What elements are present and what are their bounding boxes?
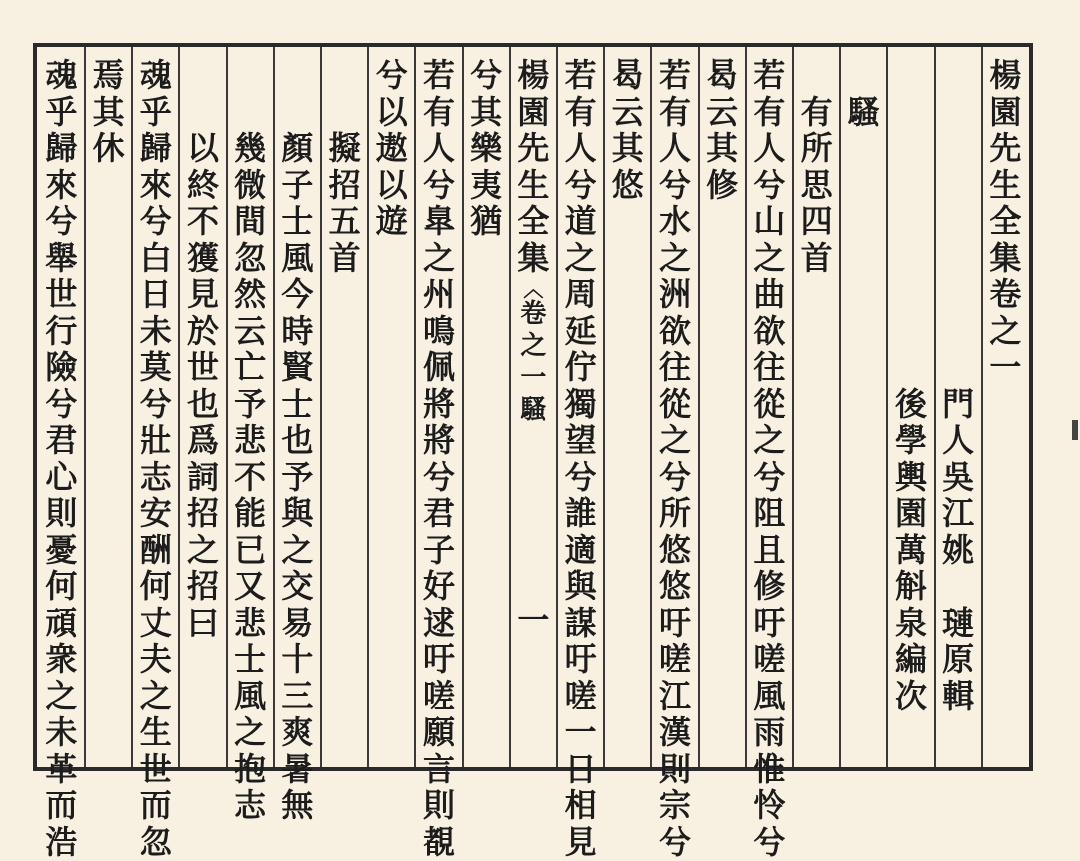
character: 萬 [894, 530, 927, 569]
character: 兮 [753, 165, 786, 204]
character: 衆 [45, 640, 78, 678]
character: 與 [281, 494, 314, 532]
character: 暑 [281, 749, 314, 788]
character: 宗 [658, 786, 691, 824]
character: 未 [45, 713, 78, 751]
character: 之 [989, 311, 1022, 350]
character: 易 [281, 603, 314, 642]
character: 之 [753, 421, 786, 459]
character: 又 [234, 567, 267, 605]
text-column [936, 386, 980, 715]
character: 三 [281, 676, 314, 715]
character: 阻 [753, 494, 786, 532]
character: 若 [564, 56, 597, 94]
character: 憂 [45, 530, 78, 569]
character: 好 [422, 567, 455, 605]
character: 山 [753, 202, 786, 240]
character: 兮 [658, 165, 691, 204]
character: 斛 [894, 567, 927, 605]
character: 兮 [45, 384, 78, 423]
character: 焉 [92, 56, 125, 94]
character: 而 [45, 786, 78, 824]
character: 從 [658, 384, 691, 423]
character: 人 [658, 129, 691, 167]
character: 後 [894, 384, 927, 423]
character: 未 [139, 311, 172, 350]
fishtail-chapter [513, 277, 553, 426]
character: 兮 [139, 202, 172, 240]
character: 惟 [753, 749, 786, 788]
text-column [842, 94, 886, 131]
character: 一 [989, 348, 1022, 386]
character: 有 [658, 92, 691, 131]
character: 何 [45, 567, 78, 605]
character: 雨 [753, 713, 786, 751]
character: 云 [706, 92, 739, 131]
text-column [181, 130, 225, 641]
character: 生 [139, 713, 172, 751]
text-column [795, 94, 839, 277]
character: 周 [564, 275, 597, 313]
character: 園 [517, 92, 550, 131]
character: 子 [422, 530, 455, 569]
character: 吁 [658, 603, 691, 642]
character: 世 [139, 749, 172, 788]
character: 來 [139, 165, 172, 204]
character: 來 [45, 165, 78, 204]
character: 以 [186, 129, 219, 167]
character: 一 [564, 713, 597, 751]
character: 舉 [45, 238, 78, 277]
character: 云 [611, 92, 644, 131]
character: 夫 [139, 640, 172, 678]
text-column [700, 57, 744, 203]
character: 予 [281, 457, 314, 496]
character: 見 [564, 822, 597, 861]
character: 兮 [753, 822, 786, 861]
character: 修 [753, 567, 786, 605]
character: 爲 [186, 421, 219, 459]
character: 士 [281, 202, 314, 240]
character: 之 [234, 713, 267, 751]
character: 悠 [658, 530, 691, 569]
character: 若 [753, 56, 786, 94]
character: 璉 [942, 603, 975, 642]
text-column [323, 130, 367, 276]
character: 兮 [375, 56, 408, 94]
character: 遊 [375, 202, 408, 240]
character: 所 [658, 494, 691, 532]
character: 革 [45, 749, 78, 788]
character: 州 [422, 275, 455, 313]
character: 日 [564, 749, 597, 788]
character: 酬 [139, 530, 172, 569]
character: 首 [800, 238, 833, 277]
character: 之 [564, 238, 597, 277]
character: 其 [706, 129, 739, 167]
character: 世 [45, 275, 78, 313]
character: 漢 [658, 713, 691, 751]
character: 嗟 [564, 676, 597, 715]
character: 吁 [753, 603, 786, 642]
character: 四 [800, 202, 833, 240]
character: 全 [989, 202, 1022, 240]
folio-number: 一 [517, 601, 550, 639]
character: 園 [894, 494, 927, 532]
character: 風 [234, 676, 267, 715]
text-column [134, 57, 178, 860]
fishtail-character: 之 [520, 331, 547, 361]
character: 而 [139, 786, 172, 824]
character: 生 [989, 165, 1022, 204]
fishtail-column [511, 57, 555, 276]
character: 賢 [281, 348, 314, 386]
character: 心 [45, 457, 78, 496]
character: 先 [517, 129, 550, 167]
character: 歸 [139, 129, 172, 167]
character: 人 [753, 129, 786, 167]
character: 悲 [234, 421, 267, 459]
character: 門 [942, 384, 975, 423]
character: 往 [753, 348, 786, 386]
character: 抱 [234, 749, 267, 788]
character: 適 [564, 530, 597, 569]
character: 佇 [564, 348, 597, 386]
character: 莫 [139, 348, 172, 386]
character: 願 [422, 713, 455, 751]
text-column [983, 57, 1027, 386]
character: 兮 [564, 165, 597, 204]
character: 臯 [422, 202, 455, 240]
character: 也 [186, 384, 219, 423]
character: 原 [942, 640, 975, 678]
character: 所 [800, 129, 833, 167]
character: 幾 [234, 129, 267, 167]
character: 之 [658, 238, 691, 277]
character: 騷 [847, 92, 880, 131]
text-column [747, 57, 791, 860]
character: 以 [375, 92, 408, 131]
character: 學 [894, 421, 927, 459]
fishtail-character: 卷 [520, 299, 547, 329]
character: 風 [753, 676, 786, 715]
character: 與 [564, 567, 597, 605]
character: 招 [328, 165, 361, 204]
character: 君 [45, 421, 78, 459]
character: 十 [281, 640, 314, 678]
character: 延 [564, 311, 597, 350]
character: 能 [234, 494, 267, 532]
character: 人 [422, 129, 455, 167]
character: 今 [281, 275, 314, 313]
character: 也 [281, 421, 314, 459]
character: 乎 [45, 92, 78, 131]
text-column [228, 130, 272, 824]
character: 有 [753, 92, 786, 131]
character: 兮 [45, 202, 78, 240]
character: 之 [658, 421, 691, 459]
character: 樂 [470, 129, 503, 167]
fishtail-character: 一 [520, 363, 547, 393]
character: 有 [800, 92, 833, 131]
character: 歸 [45, 129, 78, 167]
character: 兮 [658, 822, 691, 861]
character: 誰 [564, 494, 597, 532]
character: 編 [894, 640, 927, 678]
character: 泉 [894, 603, 927, 642]
character: 次 [894, 676, 927, 715]
character: 以 [375, 165, 408, 204]
character: 爽 [281, 713, 314, 751]
character: 魂 [45, 56, 78, 94]
character: 君 [422, 494, 455, 532]
text-column [889, 386, 933, 715]
character: 洲 [658, 275, 691, 313]
character: 浩 [45, 822, 78, 861]
character: 之 [186, 530, 219, 569]
character: 嗟 [753, 640, 786, 678]
character: 有 [422, 92, 455, 131]
character: 園 [989, 92, 1022, 131]
character: 曰 [186, 603, 219, 642]
character: 乎 [139, 92, 172, 131]
character: 子 [281, 165, 314, 204]
character: 壯 [139, 421, 172, 459]
character: 則 [658, 749, 691, 788]
character: 佩 [422, 348, 455, 386]
character: 首 [328, 238, 361, 277]
character: 望 [564, 421, 597, 459]
character: 詞 [186, 457, 219, 496]
character: 兮 [139, 384, 172, 423]
character: 欲 [753, 311, 786, 350]
character: 兮 [422, 165, 455, 204]
character: 兮 [753, 457, 786, 496]
character: 風 [281, 238, 314, 277]
character: 吁 [564, 640, 597, 678]
character: 嗟 [658, 640, 691, 678]
character: 見 [186, 275, 219, 313]
character: 行 [45, 311, 78, 350]
character: 招 [186, 567, 219, 605]
character: 吳 [942, 457, 975, 496]
character: 白 [139, 238, 172, 277]
character: 已 [234, 530, 267, 569]
character: 然 [234, 275, 267, 313]
character: 兮 [470, 56, 503, 94]
column-rule [839, 47, 841, 767]
character: 全 [517, 202, 550, 240]
character: 輯 [942, 676, 975, 715]
character: 往 [658, 348, 691, 386]
character: 顏 [281, 129, 314, 167]
character: 鳴 [422, 311, 455, 350]
character: 之 [753, 238, 786, 277]
character: 其 [611, 129, 644, 167]
text-column [606, 57, 650, 203]
character: 從 [753, 384, 786, 423]
character: 兮 [422, 457, 455, 496]
character: 丈 [139, 603, 172, 642]
character: 若 [658, 56, 691, 94]
character: 則 [45, 494, 78, 532]
character: 世 [186, 348, 219, 386]
character: 安 [139, 494, 172, 532]
character: 覩 [422, 822, 455, 861]
character: 姚 [942, 530, 975, 569]
text-column [559, 57, 603, 860]
character: 江 [942, 494, 975, 532]
character: 遨 [375, 129, 408, 167]
fishtail-bracket-icon: ︿ [523, 277, 544, 301]
character: 之 [422, 238, 455, 277]
character: 集 [517, 238, 550, 277]
character: 志 [139, 457, 172, 496]
character: 怜 [753, 786, 786, 824]
character: 猶 [470, 202, 503, 240]
character: 道 [564, 202, 597, 240]
character: 有 [564, 92, 597, 131]
text-column [653, 57, 697, 860]
character: 微 [234, 165, 267, 204]
text-column [464, 57, 508, 240]
character: 相 [564, 786, 597, 824]
character: 修 [706, 165, 739, 204]
character: 曷 [706, 56, 739, 94]
character: 且 [753, 530, 786, 569]
character: 嗟 [422, 676, 455, 715]
page-frame [33, 43, 1033, 861]
character: 人 [942, 421, 975, 459]
character: 於 [186, 311, 219, 350]
character: 士 [281, 384, 314, 423]
character: 人 [564, 129, 597, 167]
character: 悠 [658, 567, 691, 605]
character: 兮 [658, 457, 691, 496]
character: 魂 [139, 56, 172, 94]
character: 無 [281, 786, 314, 824]
character: 忽 [139, 822, 172, 861]
character: 楊 [989, 56, 1022, 94]
character: 休 [92, 129, 125, 167]
character: 之 [139, 676, 172, 715]
text-column [39, 57, 83, 860]
character: 卷 [989, 275, 1022, 313]
character: 予 [234, 384, 267, 423]
character: 江 [658, 676, 691, 715]
fishtail-character: 騷 [520, 395, 547, 425]
character: 忽 [234, 238, 267, 277]
character: 志 [234, 786, 267, 824]
character: 險 [45, 348, 78, 386]
character: 其 [470, 92, 503, 131]
character: 交 [281, 567, 314, 605]
character: 逑 [422, 603, 455, 642]
character: 擬 [328, 129, 361, 167]
character: 將 [422, 384, 455, 423]
character: 生 [517, 165, 550, 204]
character: 先 [989, 129, 1022, 167]
character: 間 [234, 202, 267, 240]
text-column [275, 130, 319, 824]
character: 士 [234, 640, 267, 678]
character: 曲 [753, 275, 786, 313]
character: 將 [422, 421, 455, 459]
character: 獲 [186, 238, 219, 277]
character: 五 [328, 202, 361, 240]
character: 則 [422, 786, 455, 824]
character: 不 [186, 202, 219, 240]
character: 日 [139, 275, 172, 313]
character: 悠 [611, 165, 644, 204]
text-column [370, 57, 414, 240]
character: 水 [658, 202, 691, 240]
character: 吁 [422, 640, 455, 678]
character: 獨 [564, 384, 597, 423]
character: 集 [989, 238, 1022, 277]
text-column [87, 57, 131, 167]
character: 謀 [564, 603, 597, 642]
character: 之 [45, 676, 78, 715]
character: 頑 [45, 603, 78, 642]
character: 招 [186, 494, 219, 532]
character: 夷 [470, 165, 503, 204]
character: 兮 [564, 457, 597, 496]
character: 終 [186, 165, 219, 204]
character: 云 [234, 311, 267, 350]
character: 言 [422, 749, 455, 788]
character: 時 [281, 311, 314, 350]
character: 亡 [234, 348, 267, 386]
edge-mark [1072, 420, 1078, 440]
character: 何 [139, 567, 172, 605]
character: 輿 [894, 457, 927, 496]
character: 欲 [658, 311, 691, 350]
character: 思 [800, 165, 833, 204]
character: 曷 [611, 56, 644, 94]
character: 若 [422, 56, 455, 94]
character: 其 [92, 92, 125, 131]
character: 之 [281, 530, 314, 569]
character: 楊 [517, 56, 550, 94]
text-column [417, 57, 461, 860]
character: 悲 [234, 603, 267, 642]
character: 不 [234, 457, 267, 496]
